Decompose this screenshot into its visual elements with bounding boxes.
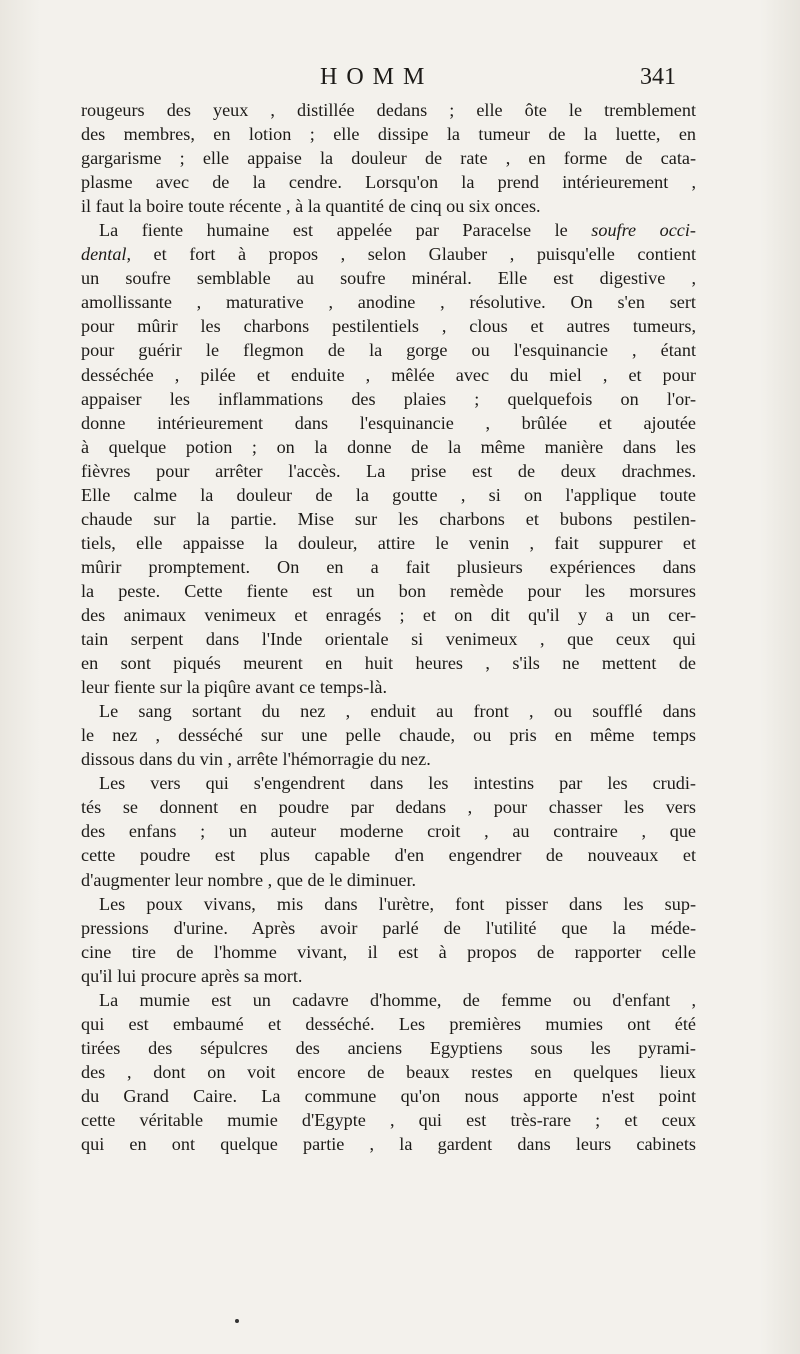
text-line: à quelque potion ; on la donne de la même manière dans les [81, 436, 696, 457]
italic-term: soufre occi- [591, 220, 696, 241]
text-line: des membres, en lotion ; elle dissipe la tumeur de la luette, en [81, 124, 696, 145]
text-line: leur fiente sur la piqûre avant ce temps-là. [81, 677, 388, 698]
text-line: Le sang sortant du nez , enduit au front , ou soufflé dans [99, 701, 696, 722]
text-line: dissous dans du vin , arrête l'hémorragie du nez. [81, 749, 431, 770]
text-line: appaiser les inflammations des plaies ; quelquefois on l'or- [81, 388, 696, 409]
body-text [81, 98, 696, 1156]
text-line: qui en ont quelque partie , la gardent dans leurs cabinets [81, 1134, 696, 1155]
text-line: amollissante , maturative , anodine , résolutive. On s'en sert [81, 292, 696, 313]
text-line: du Grand Caire. La commune qu'on nous apporte n'est point [81, 1085, 696, 1106]
italic-term: dental [81, 244, 127, 265]
text-line: cette poudre est plus capable d'en engendrer de nouveaux et [81, 845, 696, 866]
text-line: gargarisme ; elle appaise la douleur de rate , en forme de cata- [81, 148, 696, 169]
text-line [81, 242, 696, 266]
text-line: le nez , desséché sur une pelle chaude, ou pris en même temps [81, 725, 696, 746]
text-segment: La fiente humaine est appelée par Paracelse le [99, 220, 568, 241]
text-line: pressions d'urine. Après avoir parlé de l'utilité que la méde- [81, 917, 696, 938]
text-line: chaude sur la partie. Mise sur les charbons et bubons pestilen- [81, 508, 696, 529]
text-line: qu'il lui procure après sa mort. [81, 965, 303, 986]
text-line: cine tire de l'homme vivant, il est à propos de rapporter celle [81, 941, 696, 962]
ink-speck [235, 1319, 239, 1323]
text-line: des , dont on voit encore de beaux restes en quelques lieux [81, 1061, 696, 1082]
text-line: cette véritable mumie d'Egypte , qui est très-rare ; et ceux [81, 1109, 696, 1130]
text-line: fièvres pour arrêter l'accès. La prise est de deux drachmes. [81, 460, 696, 481]
text-line: il faut la boire toute récente , à la quantité de cinq ou six onces. [81, 196, 541, 217]
text-line: en sont piqués meurent en huit heures , s'ils ne mettent de [81, 653, 696, 674]
text-line: la peste. Cette fiente est un bon remède pour les morsures [81, 580, 696, 601]
text-line: Elle calme la douleur de la goutte , si on l'applique toute [81, 484, 696, 505]
text-segment: , et fort à propos , selon Glauber , puisqu'elle contient [126, 244, 696, 265]
text-line: tés se donnent en poudre par dedans , pour chasser les vers [81, 797, 696, 818]
page-header [0, 60, 800, 96]
text-line: tain serpent dans l'Inde orientale si venimeux , que ceux qui [81, 629, 696, 650]
text-line: Les poux vivans, mis dans l'urètre, font pisser dans les sup- [99, 893, 696, 914]
text-line: d'augmenter leur nombre , que de le diminuer. [81, 869, 417, 890]
text-line: rougeurs des yeux , distillée dedans ; elle ôte le tremblement [81, 100, 696, 120]
text-line [81, 218, 696, 242]
text-line: tirées des sépulcres des anciens Egyptiens sous les pyrami- [81, 1037, 696, 1058]
text-line: un soufre semblable au soufre minéral. Elle est digestive , [81, 268, 696, 289]
text-line: mûrir promptement. On en a fait plusieurs expériences dans [81, 556, 696, 577]
text-line: des animaux venimeux et enragés ; et on dit qu'il y a un cer- [81, 604, 696, 625]
running-head: HOMM [320, 64, 434, 90]
text-line: Les vers qui s'engendrent dans les intestins par les crudi- [99, 773, 696, 794]
page-number: 341 [640, 64, 676, 90]
text-line: desséchée , pilée et enduite , mêlée avec du miel , et pour [81, 364, 696, 385]
text-line: tiels, elle appaisse la douleur, attire le venin , fait suppurer et [81, 532, 696, 553]
text-line: plasme avec de la cendre. Lorsqu'on la prend intérieurement , [81, 172, 696, 193]
text-line: La mumie est un cadavre d'homme, de femme ou d'enfant , [99, 989, 696, 1010]
text-line: pour guérir le flegmon de la gorge ou l'esquinancie , étant [81, 340, 696, 361]
text-line: donne intérieurement dans l'esquinancie , brûlée et ajoutée [81, 412, 696, 433]
text-line: pour mûrir les charbons pestilentiels , clous et autres tumeurs, [81, 316, 696, 337]
text-line: des enfans ; un auteur moderne croit , au contraire , que [81, 821, 696, 842]
text-line: qui est embaumé et desséché. Les premières mumies ont été [81, 1013, 696, 1034]
